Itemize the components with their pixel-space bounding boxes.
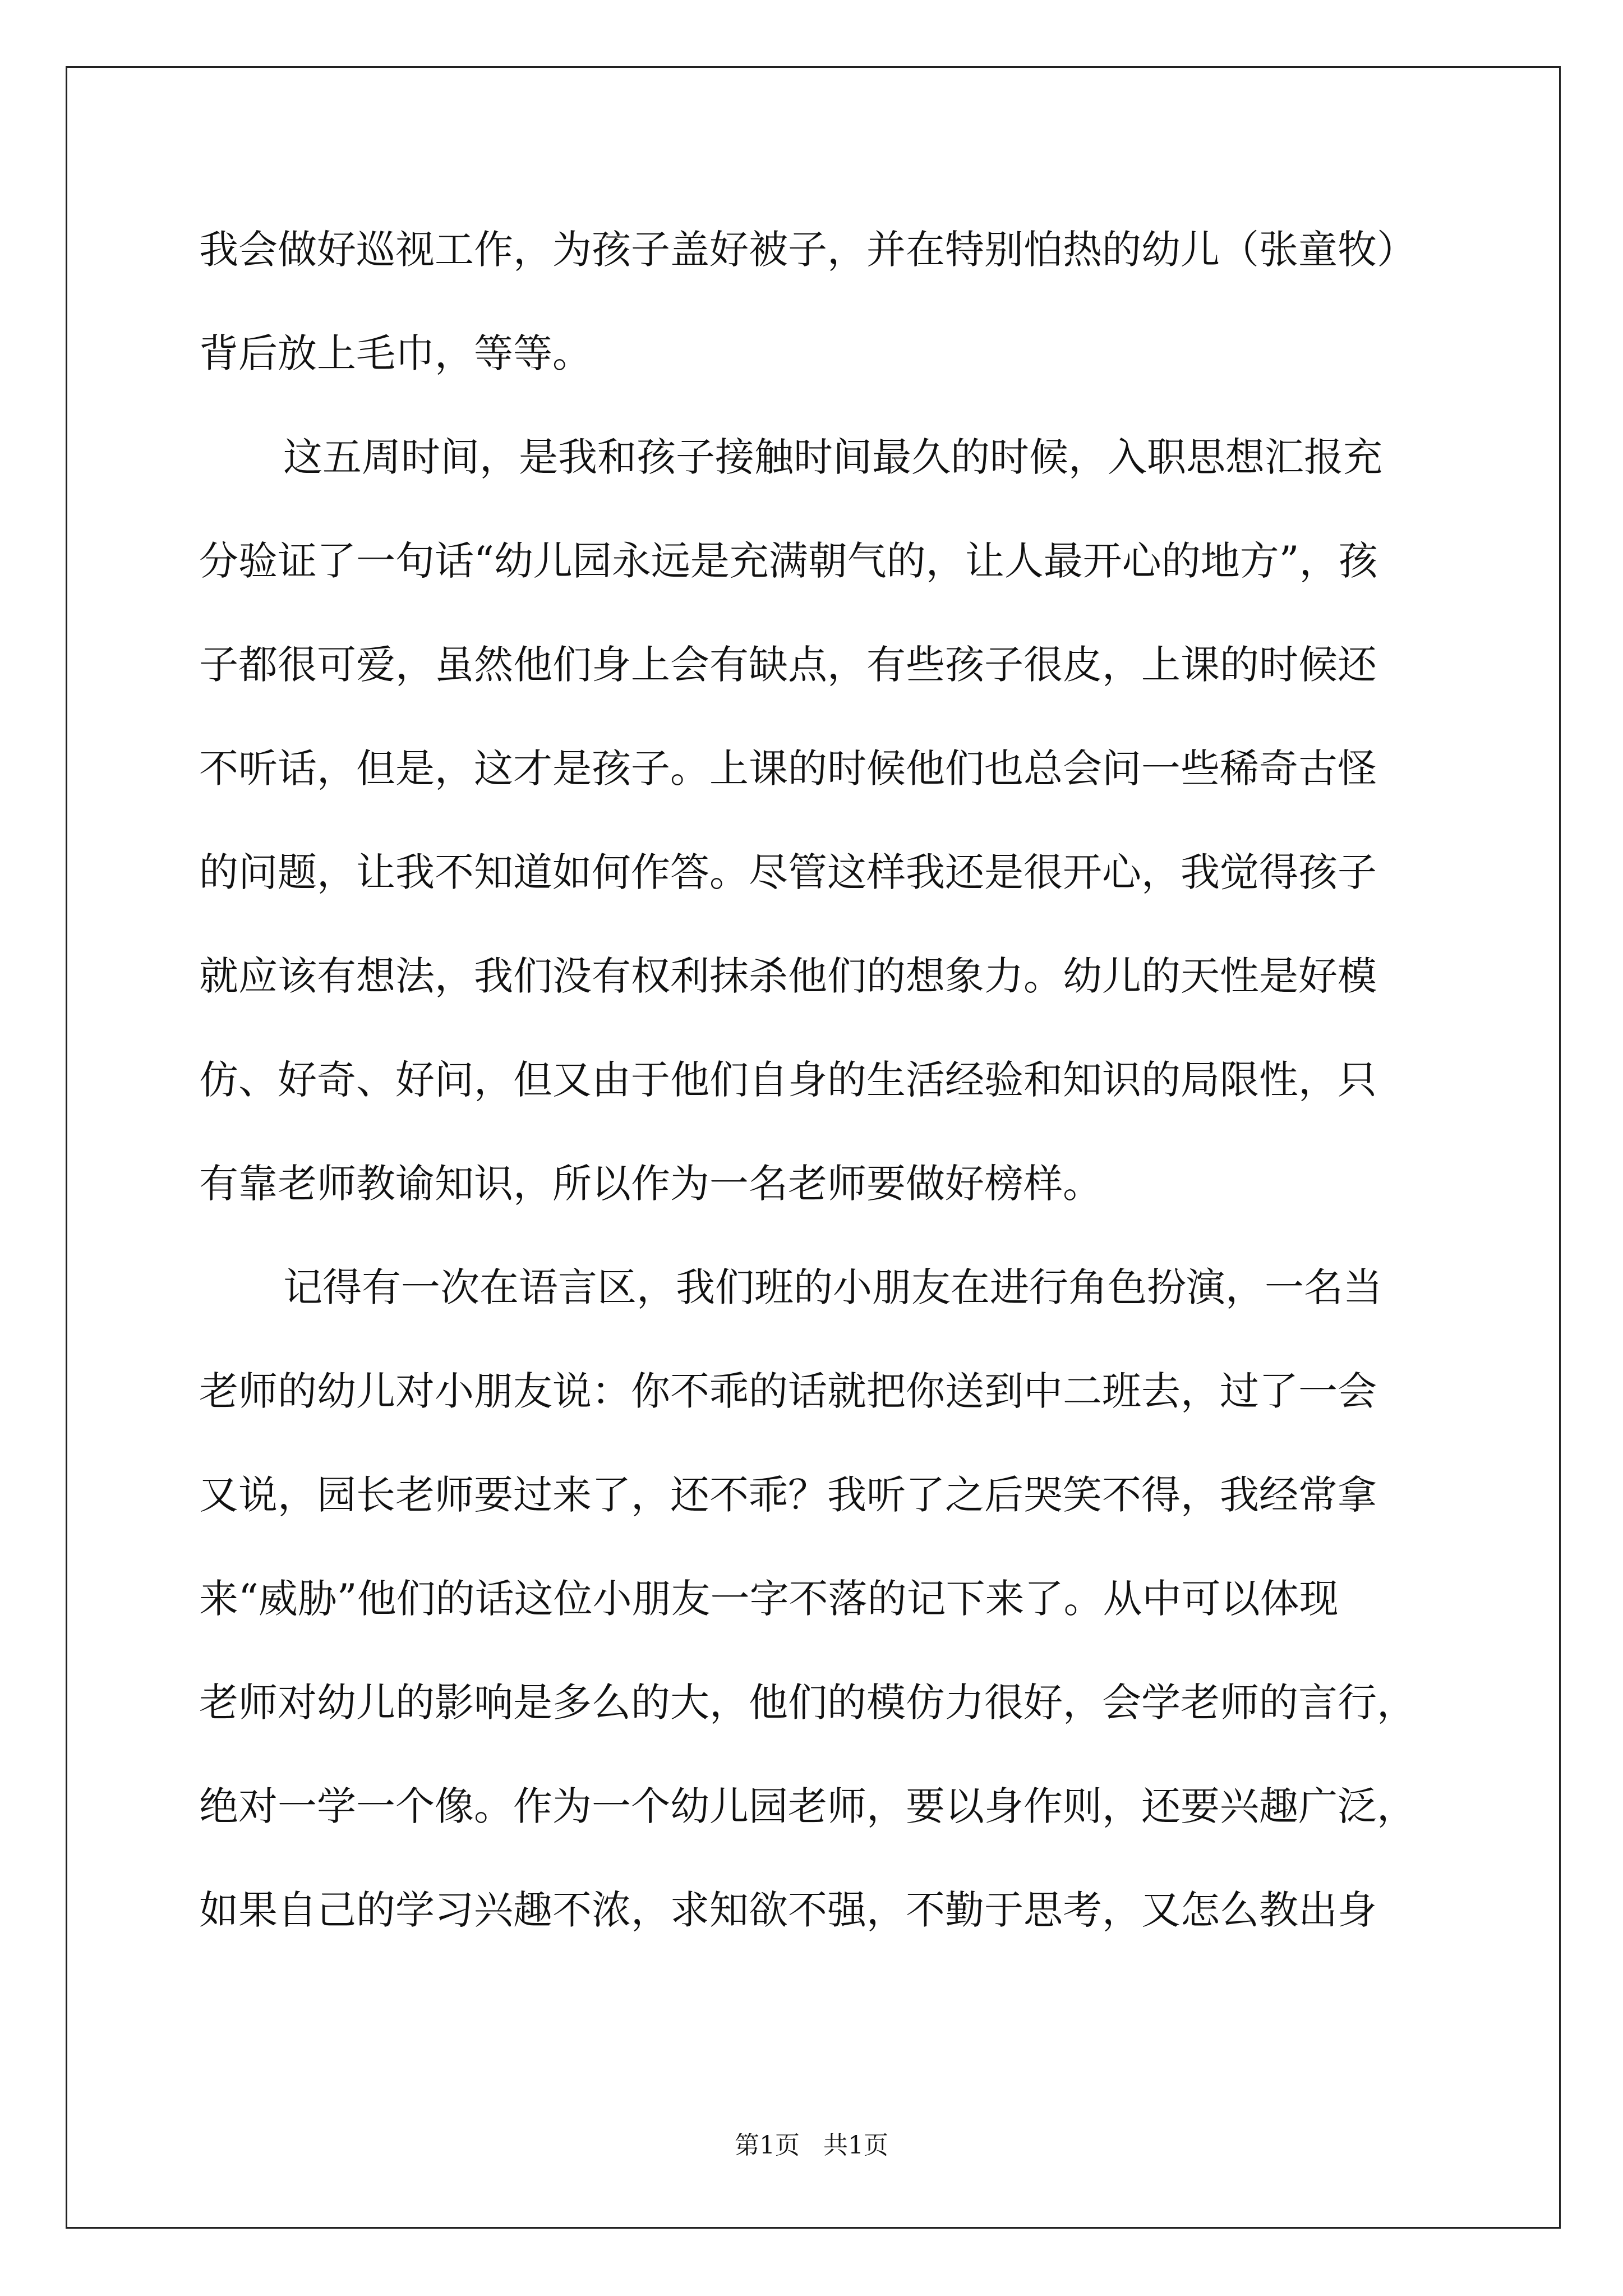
text-line: 分验证了一句话“幼儿园永远是充满朝气的，让人最开心的地方”，孩 xyxy=(199,538,1378,584)
text-line: 这五周时间，是我和孩子接触时间最久的时候，入职思想汇报充 xyxy=(283,434,1382,480)
text-line: 就应该有想法，我们没有权利抹杀他们的想象力。幼儿的天性是好模 xyxy=(199,953,1377,999)
text-line: 来“威胁”他们的话这位小朋友一字不落的记下来了。从中可以体现 xyxy=(199,1576,1339,1622)
text-line: 背后放上毛巾，等等。 xyxy=(199,330,592,376)
text-line: 的问题，让我不知道如何作答。尽管这样我还是很开心，我觉得孩子 xyxy=(199,849,1377,895)
text-line: 老师对幼儿的影响是多么的大，他们的模仿力很好，会学老师的言行， xyxy=(199,1680,1416,1726)
text-line: 如果自己的学习兴趣不浓，求知欲不强，不勤于思考，又怎么教出身 xyxy=(199,1887,1377,1933)
text-line: 不听话，但是，这才是孩子。上课的时候他们也总会问一些稀奇古怪 xyxy=(199,746,1377,792)
text-line: 我会做好巡视工作，为孩子盖好被子，并在特别怕热的幼儿（张童牧） xyxy=(199,227,1416,273)
text-line: 绝对一学一个像。作为一个幼儿园老师，要以身作则，还要兴趣广泛， xyxy=(199,1783,1416,1829)
text-line: 又说，园长老师要过来了，还不乖？我听了之后哭笑不得，我经常拿 xyxy=(199,1472,1377,1518)
text-line: 有靠老师教谕知识，所以作为一名老师要做好榜样。 xyxy=(199,1161,1102,1207)
text-line: 子都很可爱，虽然他们身上会有缺点，有些孩子很皮，上课的时候还 xyxy=(199,642,1377,688)
text-line: 老师的幼儿对小朋友说：你不乖的话就把你送到中二班去，过了一会 xyxy=(199,1368,1377,1414)
text-line: 记得有一次在语言区，我们班的小朋友在进行角色扮演，一名当 xyxy=(283,1264,1382,1310)
text-line: 仿、好奇、好问，但又由于他们自身的生活经验和知识的局限性，只 xyxy=(199,1057,1377,1103)
page-footer: 第1页 共1页 xyxy=(735,2131,888,2160)
